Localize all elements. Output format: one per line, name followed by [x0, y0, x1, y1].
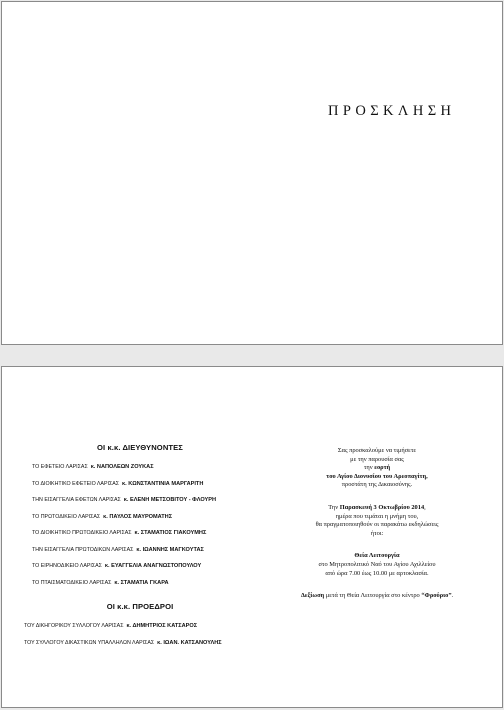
invite-text: μετά τη Θεία Λειτουργία στο κέντρο [324, 592, 422, 600]
person-name: κ. ΣΤΑΜΑΤΙΟΣ ΓΙΑΚΟΥΜΗΣ [134, 530, 207, 536]
liturgy-title-text: Θεία Λειτουργία [354, 552, 400, 560]
invite-line: με την παρουσία σας [350, 455, 404, 463]
director-row [32, 545, 256, 562]
director-row [32, 528, 256, 545]
event-date-line [266, 504, 488, 513]
org-label: ΤΟΥ ΣΥΛΛΟΓΟΥ ΔΙΚΑΣΤΙΚΩΝ ΥΠΑΛΛΗΛΩΝ ΛΑΡΙΣΑΣ [24, 639, 155, 646]
person-name: κ. ΙΩΑΝΝΗΣ ΜΑΓΚΟΥΤΑΣ [136, 546, 204, 553]
invite-line: προστάτη της Δικαιοσύνης. [341, 481, 413, 489]
org-label: ΤΗΝ ΕΙΣΑΓΓΕΛΙΑ ΕΦΕΤΩΝ ΛΑΡΙΣΑΣ [32, 497, 121, 503]
org-label: ΤΟ ΔΙΟΙΚΗΤΙΚΟ ΕΦΕΤΕΙΟ ΛΑΡΙΣΑΣ [32, 480, 120, 487]
org-label: ΤΟΥ ΔΙΚΗΓΟΡΙΚΟΥ ΣΥΛΛΟΓΟΥ ΛΑΡΙΣΑΣ [24, 623, 124, 629]
invite-line: από ώρα 7.00 έως 10.00 με αρτοκλασία. [325, 569, 429, 577]
reception-label: Δεξίωση [300, 592, 325, 600]
saint-name-text: του Αγίου Διονυσίου του Αρεοπαγίτη, [326, 472, 428, 480]
org-label: ΤΟ ΠΤΑΙΣΜΑΤΟΔΙΚΕΙΟ ΛΑΡΙΣΑΣ [32, 579, 112, 586]
invite-line: στο Μητροπολιτικό Ναό του Αγίου Αχιλλείου [318, 560, 436, 568]
person-name: κ. ΕΛΕΝΗ ΜΕΤΣΟΒΙΤΟΥ - ΦΛΟΥΡΗ [123, 497, 217, 503]
invite-text: την [363, 464, 375, 472]
person-name: κ. ΙΩΑΝ. ΚΑΤΣΑΝΟΥΛΗΣ [157, 639, 222, 646]
org-label: ΤΟ ΠΡΩΤΟΔΙΚΕΙΟ ΛΑΡΙΣΑΣ [32, 513, 101, 520]
directors-heading: ΟΙ κ.κ. ΔΙΕΥΘΥΝΟΝΤΕΣ [97, 443, 183, 452]
invite-text: . [451, 592, 454, 600]
person-name: κ. ΚΩΝΣΤΑΝΤΙΝΙΑ ΜΑΡΓΑΡΙΤΗ [122, 480, 204, 487]
person-name: κ. ΠΑΥΛΟΣ ΜΑΥΡΟΜΑΤΗΣ [103, 513, 173, 520]
invitation-inner-panel [1, 366, 503, 708]
feast-label: εορτή [374, 464, 391, 472]
person-name: κ. ΕΥΑΓΓΕΛΙΑ ΑΝΑΓΝΩΣΤΟΠΟΥΛΟΥ [104, 563, 202, 569]
director-row [32, 561, 256, 578]
org-label: ΤΟ ΕΦΕΤΕΙΟ ΛΑΡΙΣΑΣ [32, 464, 88, 470]
event-date: Παρασκευή 3 Οκτωβρίου 2014 [339, 503, 425, 511]
person-name: κ. ΣΤΑΜΑΤΙΑ ΓΚΑΡΑ [114, 579, 169, 586]
director-row [32, 578, 256, 595]
invite-text: Την [328, 503, 340, 511]
org-label: ΤΗΝ ΕΙΣΑΓΓΕΛΙΑ ΠΡΩΤΟΔΙΚΩΝ ΛΑΡΙΣΑΣ [32, 546, 134, 553]
director-row [32, 462, 256, 479]
president-row [24, 621, 256, 638]
person-name: κ. ΔΗΜΗΤΡΙΟΣ ΚΑΤΣΑΡΟΣ [126, 623, 198, 629]
invite-line: θα πραγματοποιηθούν οι παρακάτω εκδηλώσεις [315, 521, 439, 529]
officials-column [24, 443, 256, 654]
invitation-front-panel [1, 1, 503, 345]
invite-line: ήτοι: [370, 529, 384, 537]
presidents-heading: ΟΙ κ.κ. ΠΡΟΕΔΡΟΙ [106, 602, 174, 611]
director-row [32, 479, 256, 496]
invitation-text-column [266, 447, 488, 601]
director-row [32, 512, 256, 529]
reception-line [266, 592, 488, 601]
invite-line: ημέρα που τιμάται η μνήμη του, [335, 512, 419, 520]
liturgy-title [266, 552, 488, 561]
invite-text: , [424, 503, 426, 511]
person-name: κ. ΝΑΠΟΛΕΩΝ ΖΟΥΚΑΣ [90, 464, 154, 470]
org-label: ΤΟ ΕΙΡΗΝΟΔΙΚΕΙΟ ΛΑΡΙΣΑΣ [32, 563, 102, 569]
saint-name [266, 473, 488, 482]
director-row [32, 495, 256, 512]
invitation-title: ΠΡΟΣΚΛΗΣΗ [328, 103, 456, 119]
invite-line [266, 464, 488, 473]
venue-name: “Φρούριο” [421, 592, 452, 600]
org-label: ΤΟ ΔΙΟΙΚΗΤΙΚΟ ΠΡΩΤΟΔΙΚΕΙΟ ΛΑΡΙΣΑΣ [32, 530, 132, 536]
president-row [24, 638, 256, 655]
invite-line: Σας προσκαλούμε να τιμήσετε [337, 447, 417, 454]
